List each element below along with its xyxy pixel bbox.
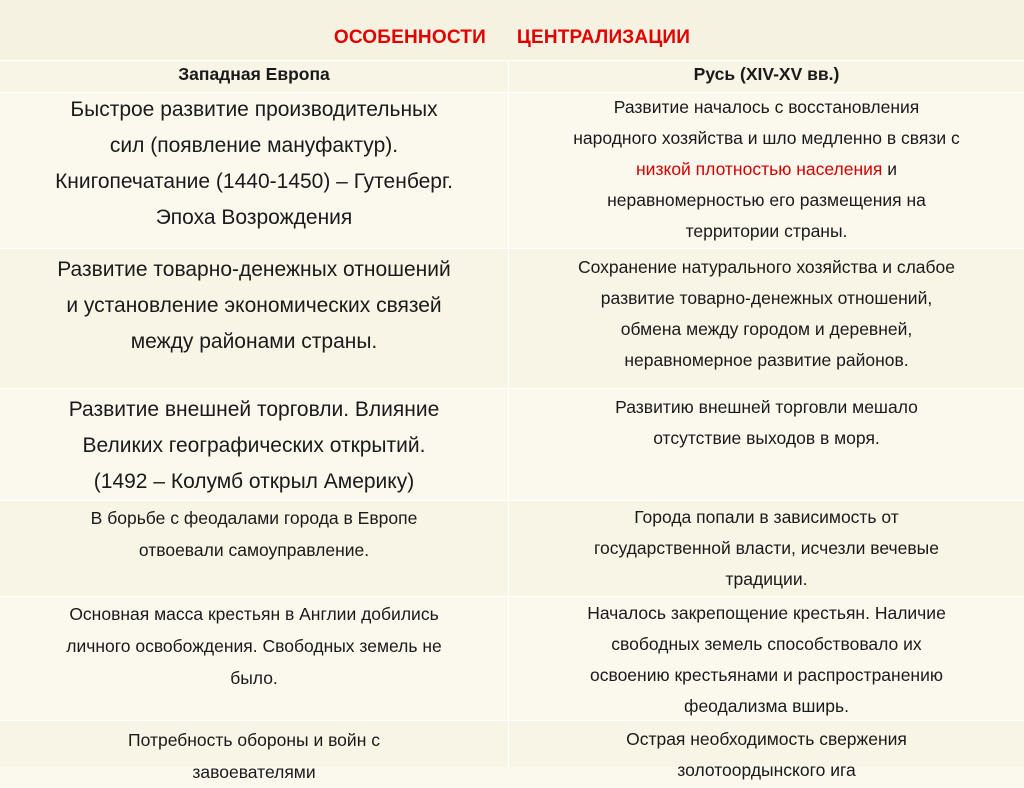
row-4-rus-line: традиции. <box>725 569 808 589</box>
row-5-west-line: личного освобождения. Свободных земель не <box>66 636 442 656</box>
row-5-rus-line: свободных земель способствовало их <box>611 634 922 654</box>
header-rus <box>509 60 1024 92</box>
title-row <box>0 0 1024 60</box>
row-1-west-line: Эпоха Возрождения <box>155 206 353 229</box>
row-3-west <box>0 388 508 500</box>
row-3-rus-line: отсутствие выходов в моря. <box>653 428 880 448</box>
row-divider <box>0 596 1024 597</box>
row-divider <box>0 92 1024 93</box>
row-2-rus-line: Сохранение натурального хозяйства и слабое <box>577 257 956 277</box>
row-3-west-line: Великих географических открытий. <box>82 434 426 457</box>
row-2-rus-line: неравномерное развитие районов. <box>624 350 909 370</box>
row-2-west-line: и установление экономических связей <box>66 294 442 317</box>
header-west <box>0 60 508 92</box>
row-6-west <box>0 720 508 782</box>
column-divider <box>508 60 509 767</box>
row-2-west-line: между районами страны. <box>130 330 378 353</box>
row-4-west-line: В борьбе с феодалами города в Европе <box>90 508 418 528</box>
row-5-rus <box>509 596 1024 720</box>
row-2-west <box>0 248 508 388</box>
row-1-rus-line <box>509 154 1024 185</box>
row-4-west-line: отвоевали самоуправление. <box>138 540 370 560</box>
row-4-rus-line: государственной власти, исчезли вечевые <box>594 538 939 558</box>
row-1-west-line: Книгопечатание (1440-1450) – Гутенберг. <box>55 170 453 193</box>
row-3-west-line: Развитие внешней торговли. Влияние <box>68 398 440 421</box>
row-2-rus-line: обмена между городом и деревней, <box>620 319 913 339</box>
row-5-rus-line: феодализма вширь. <box>684 696 849 716</box>
row-4-west <box>0 500 508 596</box>
row-3-rus-line: Развитию внешней торговли мешало <box>615 397 918 417</box>
row-divider <box>0 388 1024 389</box>
row-3-west-line: (1492 – Колумб открыл Америку) <box>93 470 415 493</box>
row-1-rus-text: и <box>882 159 897 179</box>
row-2-west-line: Развитие товарно-денежных отношений <box>57 258 451 281</box>
row-5-west-line: Основная масса крестьян в Англии добились <box>69 604 439 624</box>
row-1-rus-line: Развитие началось с восстановления <box>613 97 920 117</box>
row-5-rus-line: освоению крестьянами и распространению <box>589 665 943 685</box>
row-6-west-line: завоевателями <box>192 762 316 782</box>
row-6-west-line: Потребность обороны и войн с <box>128 730 380 750</box>
row-divider <box>0 500 1024 501</box>
highlight-text: низкой плотностью населения <box>636 159 883 179</box>
row-4-rus-line: Города попали в зависимость от <box>634 507 899 527</box>
row-1-rus-line: территории страны. <box>685 221 848 241</box>
row-5-rus-line: Началось закрепощение крестьян. Наличие <box>587 603 946 623</box>
row-divider <box>0 60 1024 61</box>
row-5-west <box>0 596 508 720</box>
row-6-rus-line: золотоордынского ига <box>677 760 856 780</box>
row-4-rus <box>509 500 1024 596</box>
row-1-west-line: сил (появление мануфактур). <box>109 134 399 157</box>
row-1-rus-line: неравномерностью его размещения на <box>607 190 926 210</box>
header-rus-label: Русь (XIV-XV вв.) <box>693 64 840 84</box>
row-6-rus-line: Острая необходимость свержения <box>626 729 907 749</box>
row-1-rus <box>509 92 1024 248</box>
row-divider <box>0 720 1024 721</box>
row-2-rus <box>509 248 1024 388</box>
row-3-rus <box>509 388 1024 500</box>
row-divider <box>0 248 1024 249</box>
row-1-rus-line: народного хозяйства и шло медленно в связи с <box>573 128 960 148</box>
row-1-west <box>0 92 508 248</box>
table-title: ОСОБЕННОСТИ ЦЕНТРАЛИЗАЦИИ <box>333 27 691 48</box>
header-west-label: Западная Европа <box>178 64 330 84</box>
row-2-rus-line: развитие товарно-денежных отношений, <box>600 288 933 308</box>
row-5-west-line: было. <box>230 668 278 688</box>
row-1-west-line: Быстрое развитие производительных <box>70 98 438 121</box>
row-6-rus <box>509 720 1024 780</box>
